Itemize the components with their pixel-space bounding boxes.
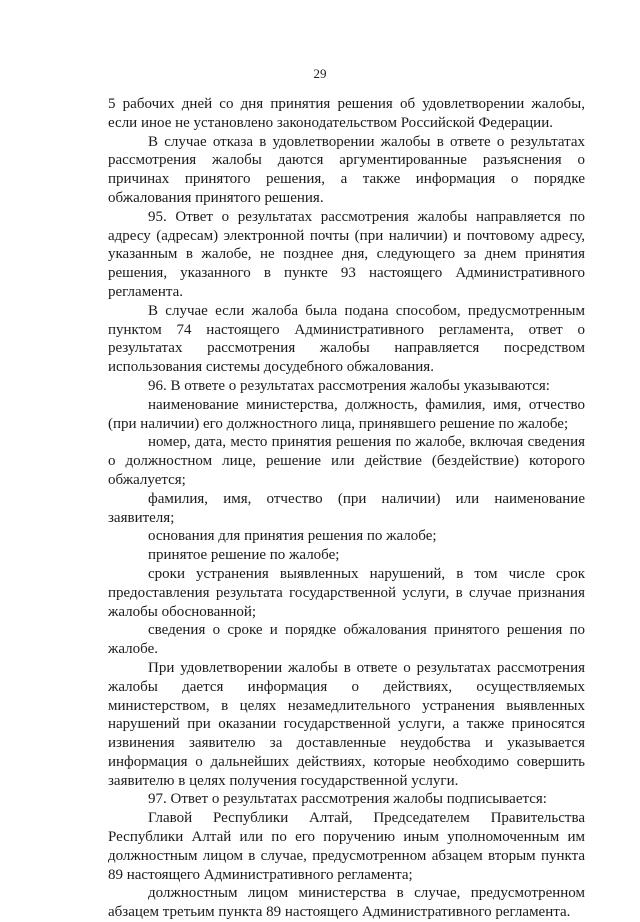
paragraph: должностным лицом министерства в случае, предусмотренном абзацем третьим пункта 89 настоящего Административного регламента. bbox=[108, 885, 585, 921]
paragraph: фамилия, имя, отчество (при наличии) или наименование заявителя; bbox=[108, 490, 585, 526]
paragraph: Главой Республики Алтай, Председателем Правительства Республики Алтай или по его поручению иным уполномоченным им должностным лицом в случае, предусмотренном абзацем вторым пункта 89 настоящего Административного регламента; bbox=[108, 810, 585, 883]
paragraph: номер, дата, место принятия решения по жалобе, включая сведения о должностном лице, решение или действие (бездействие) которого обжалуется; bbox=[108, 434, 585, 488]
paragraph: 96. В ответе о результатах рассмотрения жалобы указываются: bbox=[148, 377, 550, 394]
paragraph: При удовлетворении жалобы в ответе о результатах рассмотрения жалобы дается информация о действиях, осуществляемых министерством, в целях незамедлительного устранения выявленных нарушений при оказании государственной услуги, а также приносятся извинения заявителю за доставленные неудобства и указывается информация о дальнейших действиях, которые необходимо совершить заявителю в целях получения государственной услуги. bbox=[108, 659, 585, 789]
document-body bbox=[108, 95, 585, 922]
paragraph: 5 рабочих дней со дня принятия решения об удовлетворении жалобы, если иное не установлено законодательством Российской Федерации. bbox=[108, 96, 585, 131]
paragraph: В случае если жалоба была подана способом, предусмотренным пунктом 74 настоящего Административного регламента, ответ о результатах рассмотрения жалобы направляется посредством использования системы досудебного обжалования. bbox=[108, 302, 585, 376]
paragraph: сведения о сроке и порядке обжалования принятого решения по жалобе. bbox=[108, 622, 585, 658]
paragraph: 95. Ответ о результатах рассмотрения жалобы направляется по адресу (адресам) электронной почты (при наличии) и почтовому адресу, указанным в жалобе, не позднее дня, следующего за днем принятия решения, указанного в пункте 93 настоящего Административного регламента. bbox=[108, 208, 585, 300]
paragraph: основания для принятия решения по жалобе; bbox=[148, 528, 437, 545]
paragraph: 97. Ответ о результатах рассмотрения жалобы подписывается: bbox=[148, 791, 547, 808]
paragraph: сроки устранения выявленных нарушений, в том числе срок предоставления результата государственной услуги, в случае признания жалобы обоснованной; bbox=[108, 565, 585, 620]
paragraph: принятое решение по жалобе; bbox=[148, 547, 340, 564]
paragraph: наименование министерства, должность, фамилия, имя, отчество (при наличии) его должностного лица, принявшего решение по жалобе; bbox=[108, 396, 585, 432]
paragraph: В случае отказа в удовлетворении жалобы в ответе о результатах рассмотрения жалобы даются аргументированные разъяснения о причинах принятого решения, а также информация о порядке обжалования принятого решения. bbox=[108, 133, 585, 206]
page-number: 29 bbox=[313, 66, 327, 81]
